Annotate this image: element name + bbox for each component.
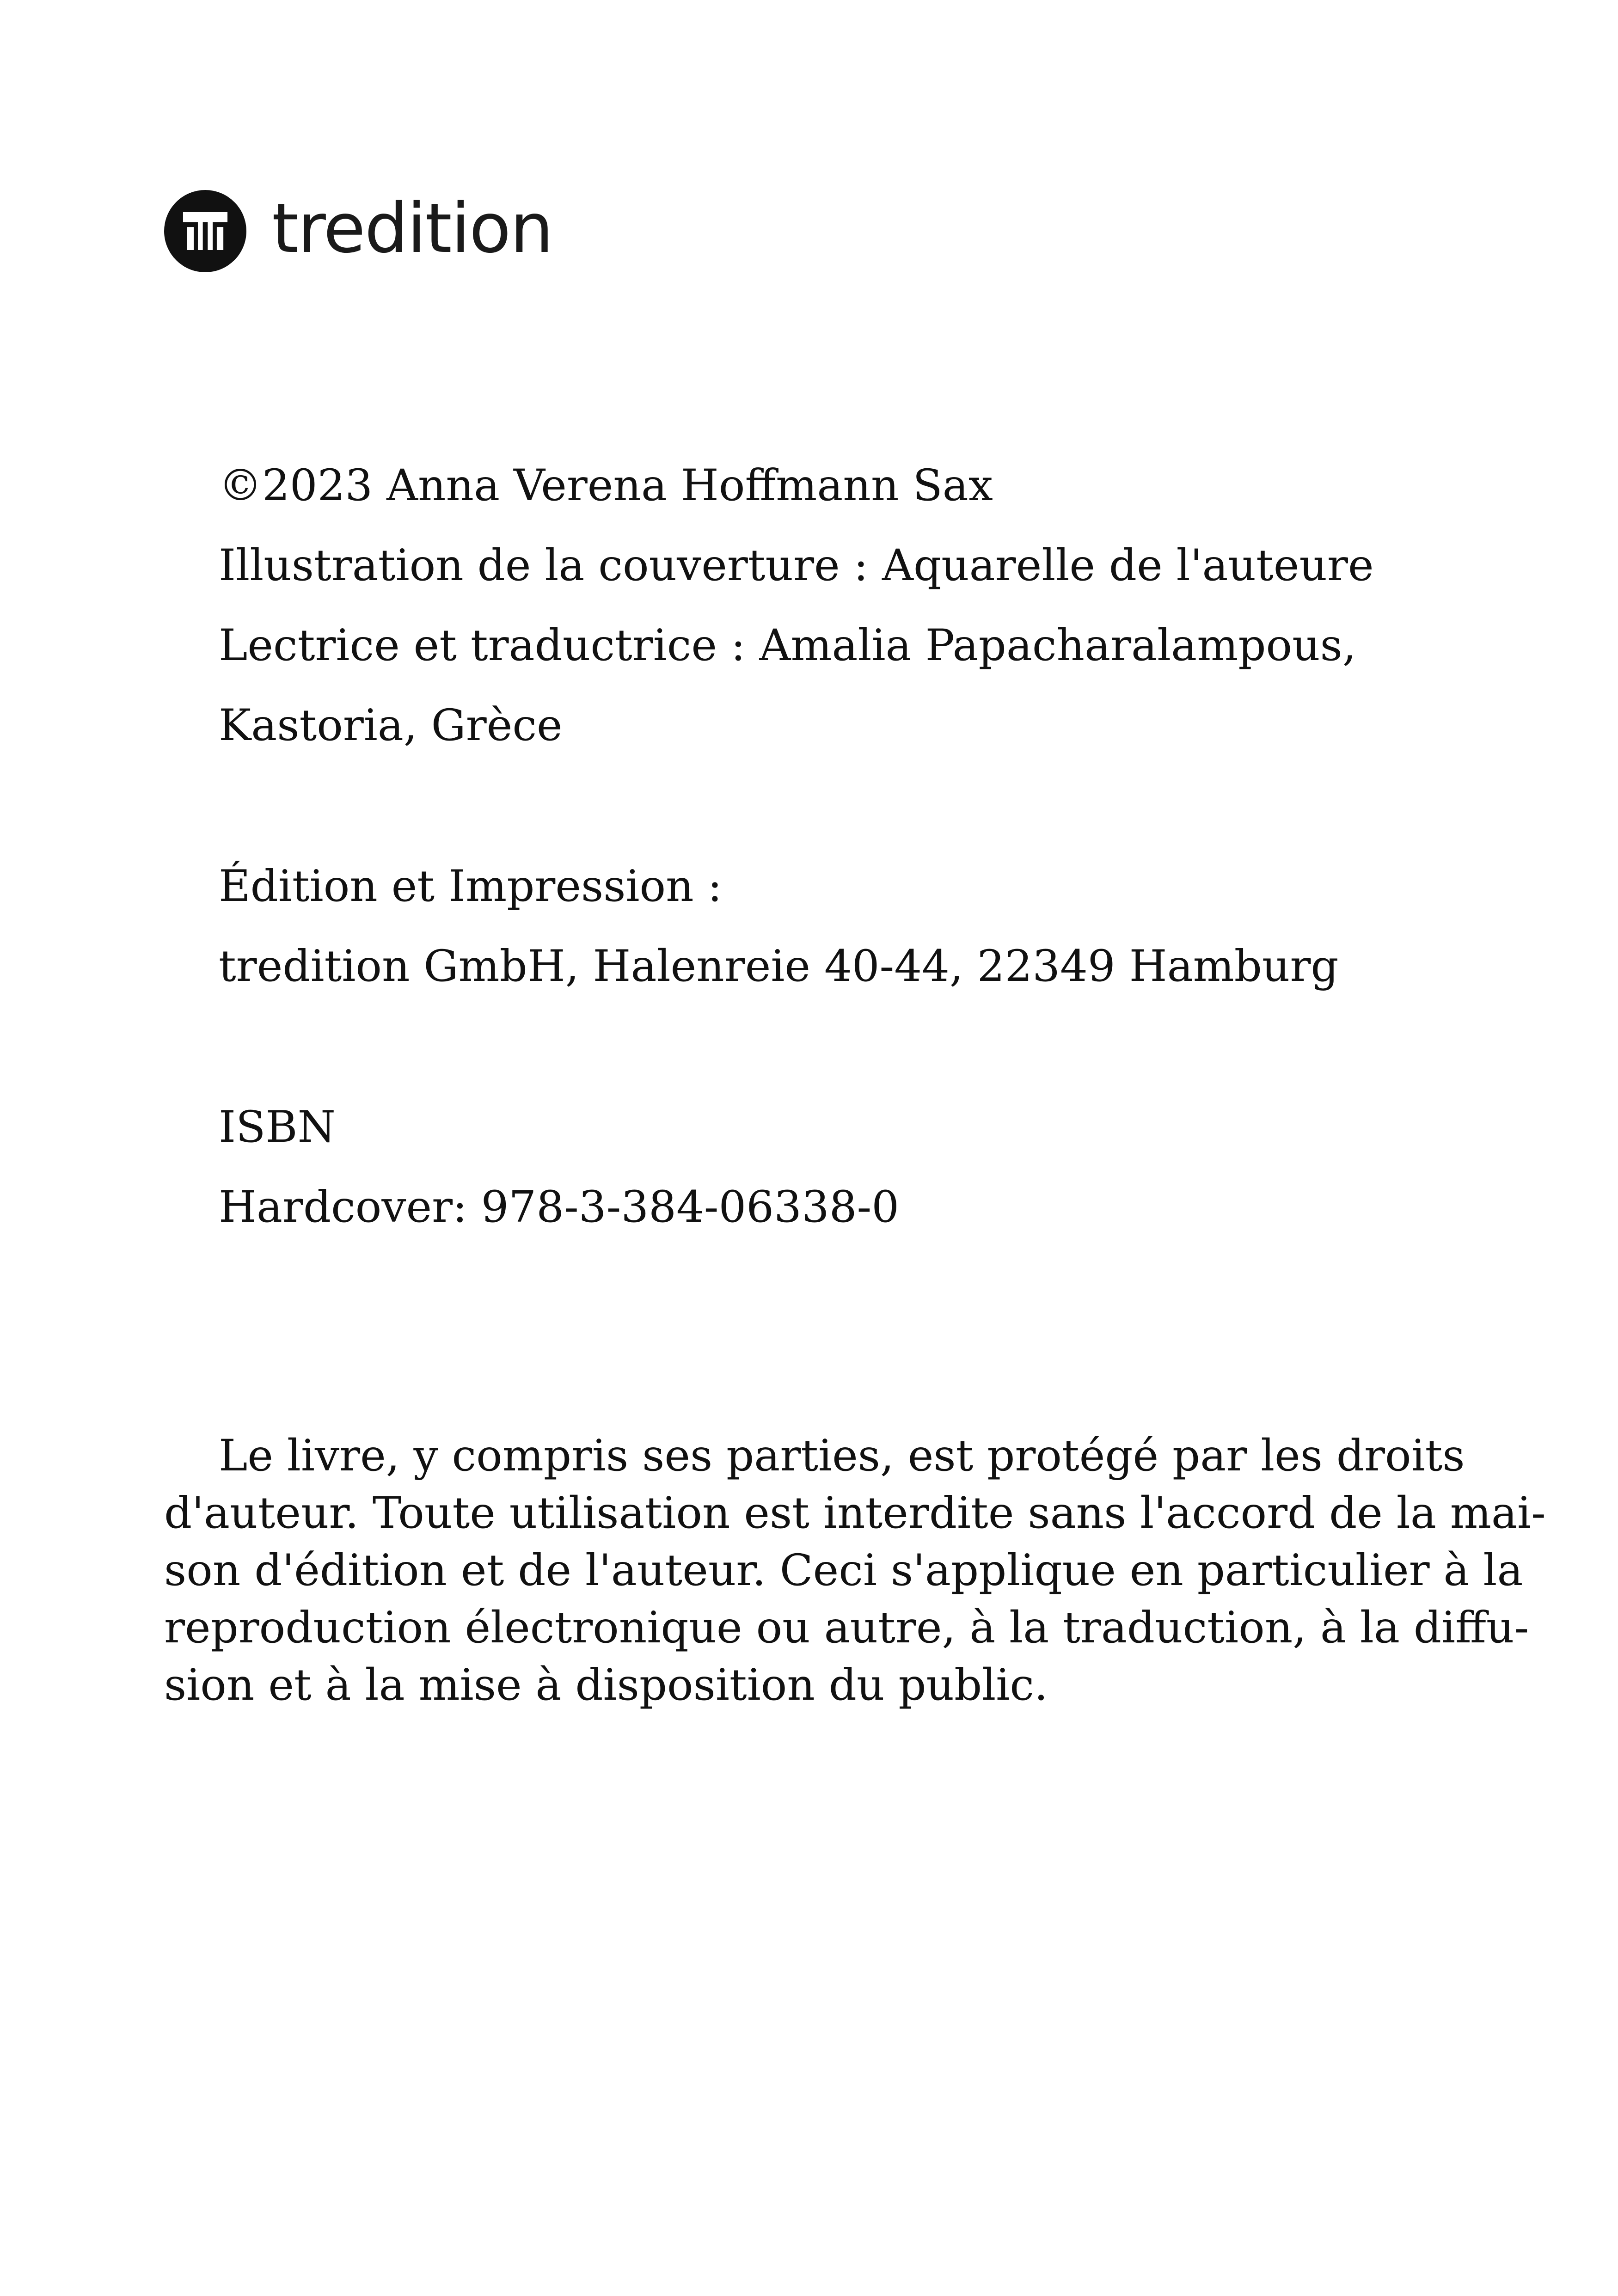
legal-notice — [164, 1427, 1546, 1714]
legal-notice-line: d'auteur. Toute utilisation est interdite sans l'accord de la mai- — [164, 1488, 1546, 1538]
copyright-line: ©2023 Anna Verena Hoffmann Sax — [219, 460, 993, 511]
editor-translator-line: Lectrice et traductrice : Amalia Papacharalampous, — [219, 620, 1356, 671]
publishing-heading: Édition et Impression : — [219, 861, 723, 912]
legal-notice-line: Le livre, y compris ses parties, est protégé par les droits — [219, 1431, 1465, 1481]
legal-notice-line: sion et à la mise à disposition du public. — [164, 1660, 1048, 1710]
legal-notice-line: son d'édition et de l'auteur. Ceci s'applique en particulier à la — [164, 1545, 1523, 1596]
publisher-wordmark: tredition — [272, 189, 553, 268]
isbn-heading: ISBN — [219, 1102, 336, 1152]
isbn-hardcover-line: Hardcover: 978-3-384-06338-0 — [219, 1182, 900, 1232]
publisher-logo — [164, 190, 552, 273]
tredition-logo-icon — [164, 190, 246, 272]
editor-location-line: Kastoria, Grèce — [219, 700, 563, 751]
legal-notice-line: reproduction électronique ou autre, à la traduction, à la diffu- — [164, 1603, 1529, 1653]
publisher-address-line: tredition GmbH, Halenreie 40-44, 22349 Hamburg — [219, 941, 1339, 992]
cover-illustration-line: Illustration de la couverture : Aquarelle de l'auteure — [219, 540, 1374, 591]
